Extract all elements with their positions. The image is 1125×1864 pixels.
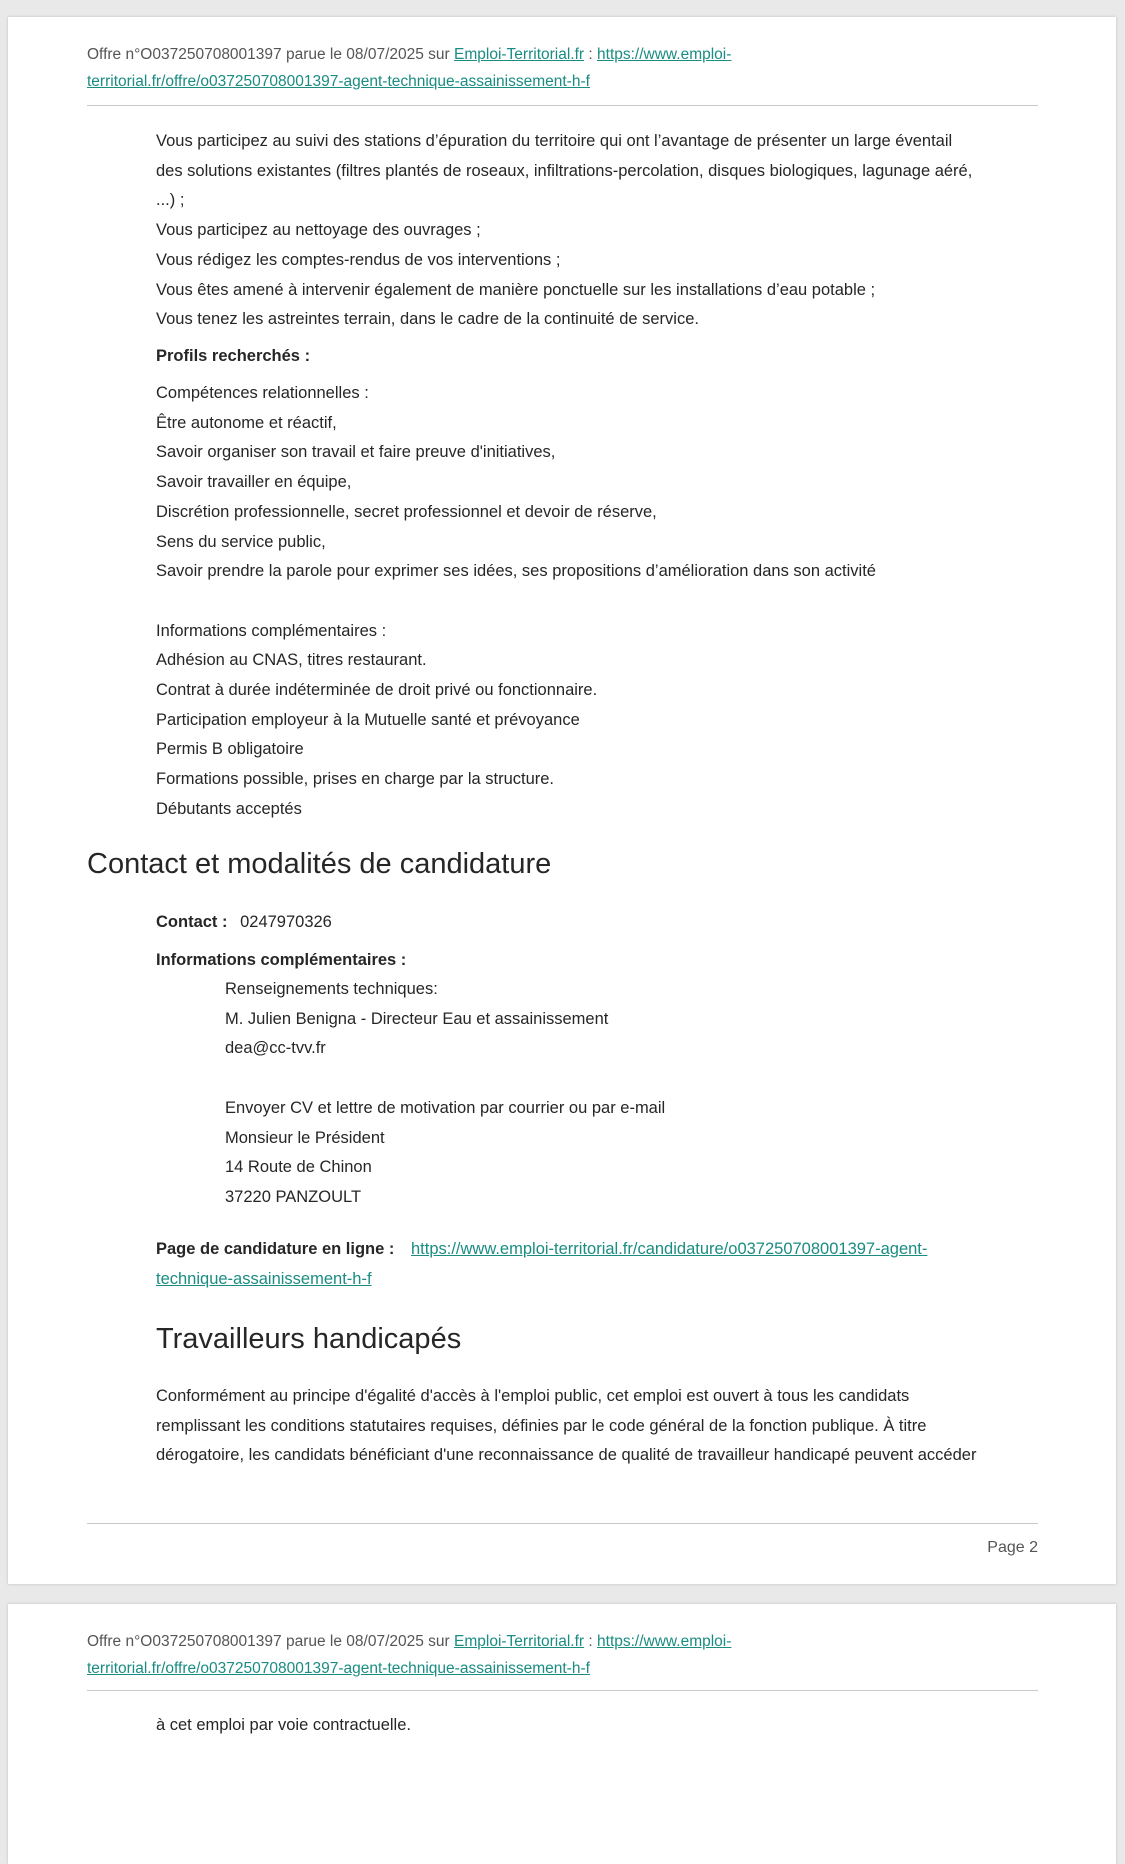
contact-infos-label: Informations complémentaires : xyxy=(156,951,407,969)
contact-infos-block xyxy=(225,975,665,1213)
header-separator: : xyxy=(588,1633,593,1650)
contact-info-line: 14 Route de Chinon xyxy=(225,1158,372,1177)
candidature-link-continued[interactable]: technique-assainissement-h-f xyxy=(156,1269,372,1288)
candidature-row xyxy=(156,1235,1041,1294)
info-line: Permis B obligatoire xyxy=(156,740,304,759)
contact-info-line: Renseignements techniques: xyxy=(225,980,438,998)
profil-line: Compétences relationnelles : xyxy=(156,384,369,402)
offer-url-link-continued[interactable]: territorial.fr/offre/o037250708001397-agent-technique-assainissement-h-f xyxy=(87,1660,590,1677)
contact-email: dea@cc-tvv.fr xyxy=(225,1039,326,1058)
site-link[interactable]: Emploi-Territorial.fr xyxy=(454,46,585,63)
offer-reference: Offre n°O037250708001397 parue le 08/07/2025 sur xyxy=(87,1633,450,1650)
footer-divider xyxy=(87,1523,1038,1524)
site-link[interactable]: Emploi-Territorial.fr xyxy=(454,1633,585,1650)
contact-info-line: Monsieur le Président xyxy=(225,1128,385,1147)
info-line: Adhésion au CNAS, titres restaurant. xyxy=(156,651,427,670)
mission-line: des solutions existantes (filtres plantés de roseaux, infiltrations-percolation, disques biologiques, lagunage aéré, xyxy=(156,161,973,180)
page-number: Page 2 xyxy=(987,1539,1038,1556)
contact-row xyxy=(156,908,1041,938)
page-header xyxy=(87,1628,1038,1682)
profils-heading: Profils recherchés : xyxy=(156,347,311,365)
handicap-line: Conformément au principe d'égalité d'accès à l'emploi public, cet emploi est ouvert à tous les candidats xyxy=(156,1387,910,1405)
mission-line: Vous tenez les astreintes terrain, dans le cadre de la continuité de service. xyxy=(156,310,699,329)
contact-section-heading: Contact et modalités de candidature xyxy=(87,848,552,880)
candidature-label: Page de candidature en ligne : xyxy=(156,1240,395,1258)
offer-url-link-continued[interactable]: territorial.fr/offre/o037250708001397-agent-technique-assainissement-h-f xyxy=(87,73,590,90)
offer-reference: Offre n°O037250708001397 parue le 08/07/2025 sur xyxy=(87,46,450,63)
mission-line: Vous rédigez les comptes-rendus de vos interventions ; xyxy=(156,250,561,269)
profils-section xyxy=(156,379,1041,825)
handicap-text xyxy=(156,1382,1041,1471)
info-line: Formations possible, prises en charge par la structure. xyxy=(156,770,555,789)
handicap-line: dérogatoire, les candidats bénéficiant d'une reconnaissance de qualité de travailleur handicapé peuvent accéder xyxy=(156,1446,977,1465)
profil-line: Discrétion professionnelle, secret professionnel et devoir de réserve, xyxy=(156,502,657,521)
profil-line: Sens du service public, xyxy=(156,532,326,551)
mission-line: Vous participez au nettoyage des ouvrages ; xyxy=(156,221,481,240)
info-line: Contrat à durée indéterminée de droit privé ou fonctionnaire. xyxy=(156,681,598,700)
profil-line: Être autonome et réactif, xyxy=(156,413,337,432)
handicap-line: remplissant les conditions statutaires requises, définies par le code général de la fonction publique. À titre xyxy=(156,1416,927,1435)
handicap-section-heading: Travailleurs handicapés xyxy=(156,1323,462,1355)
contact-info-line: M. Julien Benigna - Directeur Eau et assainissement xyxy=(225,1009,609,1028)
header-divider xyxy=(87,105,1038,106)
header-separator: : xyxy=(588,46,593,63)
offer-url-link[interactable]: https://www.emploi- xyxy=(597,46,732,63)
mission-line: Vous êtes amené à intervenir également de manière ponctuelle sur les installations d’eau potable ; xyxy=(156,280,876,299)
profil-line: Savoir organiser son travail et faire preuve d'initiatives, xyxy=(156,443,556,462)
contact-label: Contact : xyxy=(156,913,228,931)
mission-line: Vous participez au suivi des stations d’épuration du territoire qui ont l’avantage de présenter un large éventail xyxy=(156,132,953,150)
profil-line: Savoir prendre la parole pour exprimer ses idées, ses propositions d’amélioration dans son activité xyxy=(156,562,876,581)
profil-line: Savoir travailler en équipe, xyxy=(156,473,352,492)
missions-section xyxy=(156,127,1041,335)
page-header xyxy=(87,41,1038,95)
header-divider xyxy=(87,1690,1038,1691)
contact-phone: 0247970326 xyxy=(240,913,332,931)
document-page xyxy=(8,17,1116,1584)
handicap-continuation: à cet emploi par voie contractuelle. xyxy=(156,1716,411,1734)
info-line: Participation employeur à la Mutuelle santé et prévoyance xyxy=(156,710,580,729)
contact-info-line: Envoyer CV et lettre de motivation par courrier ou par e-mail xyxy=(225,1098,666,1117)
info-line: Débutants acceptés xyxy=(156,799,302,818)
offer-url-link[interactable]: https://www.emploi- xyxy=(597,1633,732,1650)
info-line: Informations complémentaires : xyxy=(156,621,387,640)
candidature-link[interactable]: https://www.emploi-territorial.fr/candidature/o037250708001397-agent- xyxy=(410,1240,928,1258)
contact-info-line: 37220 PANZOULT xyxy=(225,1187,362,1206)
document-page xyxy=(8,1604,1116,1864)
mission-line: ...) ; xyxy=(156,191,185,210)
